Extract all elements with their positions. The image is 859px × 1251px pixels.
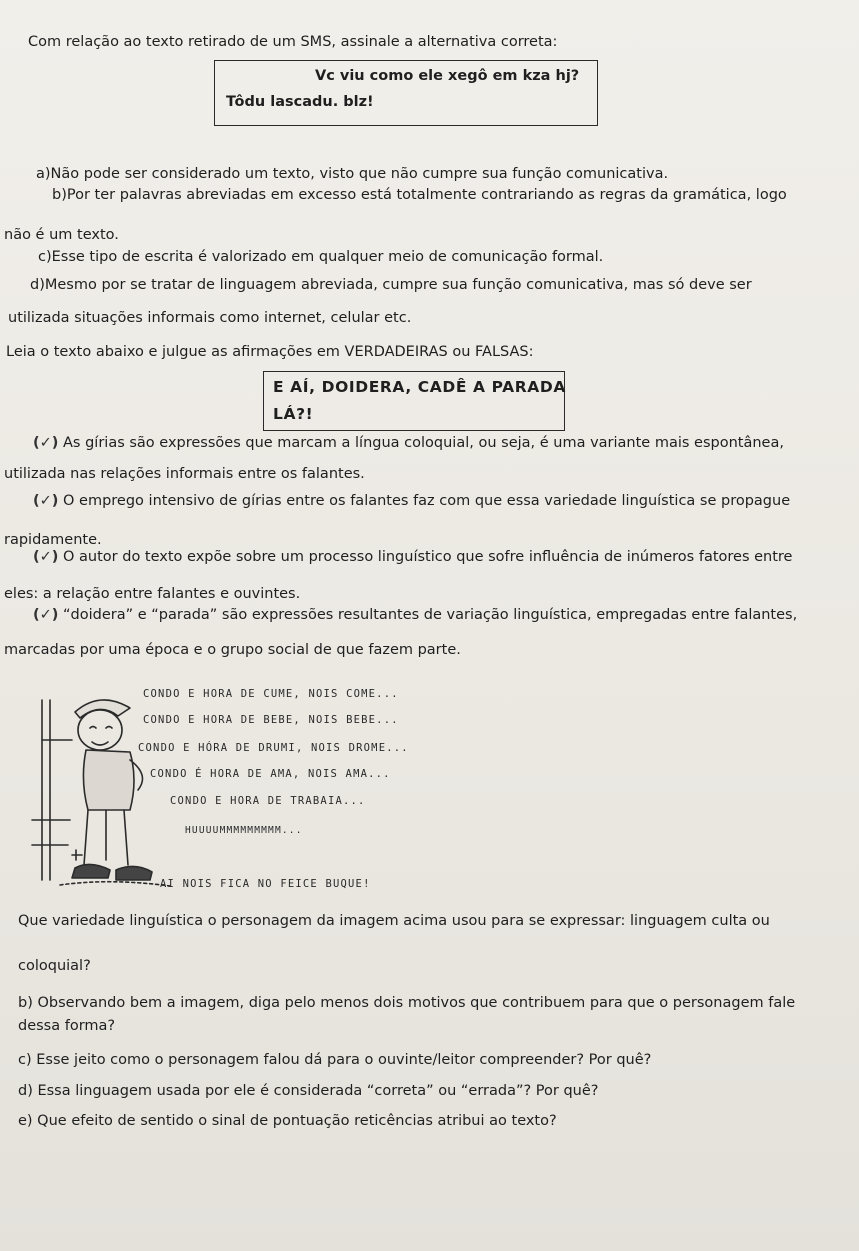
statement-3-mark[interactable]: (✓) <box>33 549 59 565</box>
q3-e: e) Que efeito de sentido o sinal de pontuação reticências atribui ao texto? <box>18 1113 557 1129</box>
text-title-line-1: E AÍ, DOIDERA, CADÊ A PARADA <box>273 378 566 396</box>
q1-option-b-line-1: b)Por ter palavras abreviadas em excesso está totalmente contrariando as regras da gramática, logo <box>52 187 787 203</box>
statement-4-mark[interactable]: (✓) <box>33 607 59 623</box>
q3-a-line-1: Que variedade linguística o personagem da imagem acima usou para se expressar: linguagem culta ou <box>18 913 770 929</box>
q1-prompt: Com relação ao texto retirado de um SMS, assinale a alternativa correta: <box>28 34 558 50</box>
q1-option-d-line-1: d)Mesmo por se tratar de linguagem abreviada, cumpre sua função comunicativa, mas só deve ser <box>30 277 752 293</box>
text-title-box <box>263 371 565 431</box>
q3-c: c) Esse jeito como o personagem falou dá para o ouvinte/leitor compreender? Por quê? <box>18 1052 652 1068</box>
statement-2-text: O emprego intensivo de gírias entre os falantes faz com que essa variedade linguística se propague <box>63 493 791 509</box>
q1-option-c: c)Esse tipo de escrita é valorizado em qualquer meio de comunicação formal. <box>38 249 604 265</box>
comic-panel <box>20 680 440 910</box>
statement-2-line-2: rapidamente. <box>4 532 102 548</box>
sms-line-2: Tôdu lascadu. blz! <box>226 94 374 110</box>
sms-line-1: Vc viu como ele xegô em kza hj? <box>315 68 580 84</box>
q3-d: d) Essa linguagem usada por ele é considerada “correta” ou “errada”? Por quê? <box>18 1083 599 1099</box>
q3-b-line-1: b) Observando bem a imagem, diga pelo menos dois motivos que contribuem para que o personagem fale <box>18 995 796 1011</box>
statement-1 <box>33 434 784 452</box>
statement-3-text: O autor do texto expõe sobre um processo linguístico que sofre influência de inúmeros fatores entre <box>63 549 793 565</box>
q2-prompt: Leia o texto abaixo e julgue as afirmações em VERDADEIRAS ou FALSAS: <box>6 344 534 360</box>
statement-4-text: “doidera” e “parada” são expressões resultantes de variação linguística, empregadas entre falantes, <box>63 607 798 623</box>
comic-line-2: CONDO E HORA DE BEBE, NOIS BEBE... <box>143 714 399 726</box>
sms-box <box>214 60 598 126</box>
comic-line-6: HUUUUMMMMMMMMM... <box>185 825 303 836</box>
comic-line-4: CONDO É HORA DE AMA, NOIS AMA... <box>150 768 391 780</box>
text-title-line-2: LÁ?! <box>273 405 314 423</box>
statement-4 <box>33 606 797 624</box>
q3-a-line-2: coloquial? <box>18 958 91 974</box>
q1-option-a: a)Não pode ser considerado um texto, visto que não cumpre sua função comunicativa. <box>36 166 669 182</box>
statement-1-line-2: utilizada nas relações informais entre os falantes. <box>4 466 365 482</box>
comic-line-7: AI NOIS FICA NO FEICE BUQUE! <box>160 878 371 890</box>
statement-1-text: As gírias são expressões que marcam a língua coloquial, ou seja, é uma variante mais espontânea, <box>63 435 784 451</box>
statement-3 <box>33 548 792 566</box>
statement-4-line-2: marcadas por uma época e o grupo social de que fazem parte. <box>4 642 461 658</box>
q1-option-b-line-2: não é um texto. <box>4 227 119 243</box>
q3-b-line-2: dessa forma? <box>18 1018 116 1034</box>
comic-line-1: CONDO E HORA DE CUME, NOIS COME... <box>143 688 399 700</box>
statement-2 <box>33 492 790 510</box>
comic-line-5: CONDO E HORA DE TRABAIA... <box>170 795 366 807</box>
statement-2-mark[interactable]: (✓) <box>33 493 59 509</box>
statement-3-line-2: eles: a relação entre falantes e ouvintes. <box>4 586 301 602</box>
q1-option-d-line-2: utilizada situações informais como internet, celular etc. <box>8 310 412 326</box>
comic-line-3: CONDO E HÓRA DE DRUMI, NOIS DROME... <box>138 742 409 754</box>
statement-1-mark[interactable]: (✓) <box>33 435 59 451</box>
